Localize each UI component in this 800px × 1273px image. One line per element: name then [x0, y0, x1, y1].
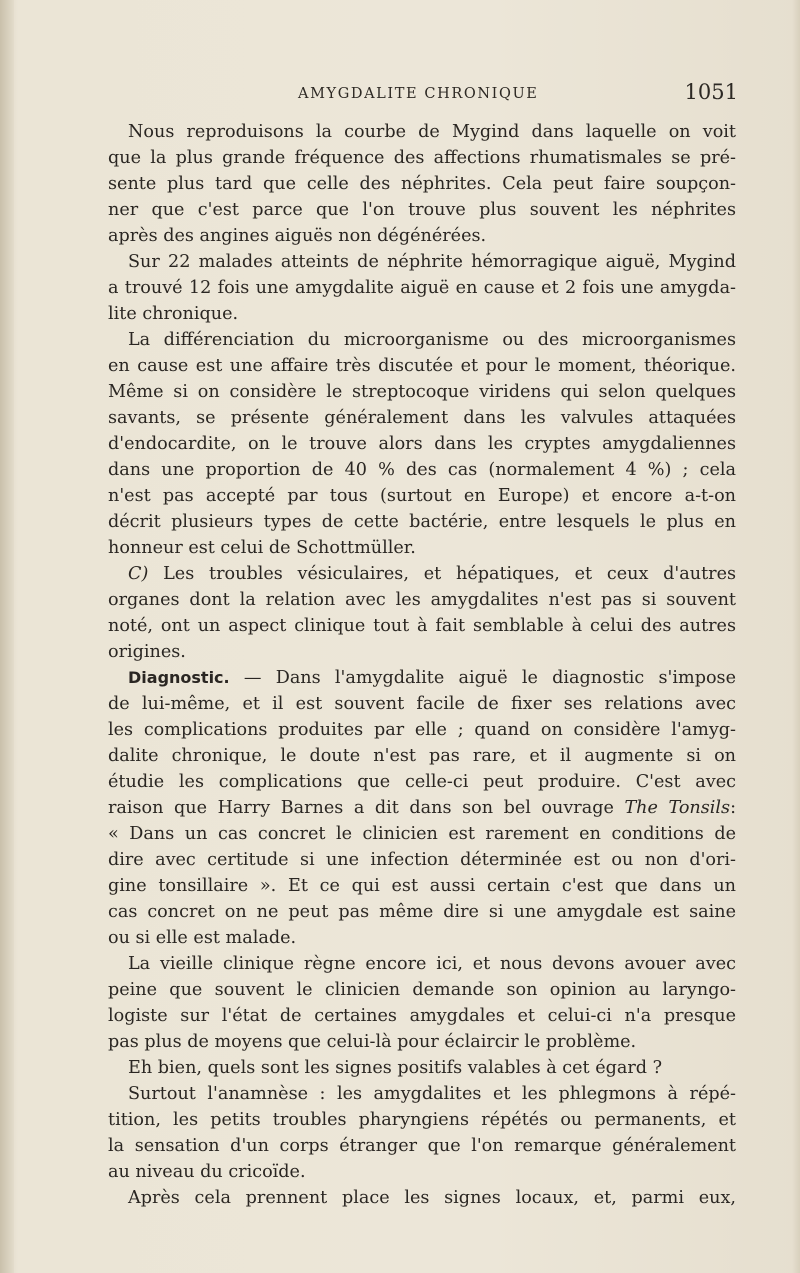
- text-line: ner que c'est parce que l'on trouve plus souvent les néphrites: [108, 200, 736, 220]
- text-fragment: :: [730, 798, 737, 818]
- text-fragment: raison que Harry Barnes a dit dans son bel ouvrage: [108, 798, 614, 818]
- text-fragment: — Dans l'amygdalite aiguë le diagnostic s'impose: [243, 668, 736, 688]
- page-spine-shadow: [0, 0, 14, 1273]
- page-number: 1051: [684, 80, 738, 104]
- text-line: sente plus tard que celle des néphrites. Cela peut faire soupçon-: [108, 174, 736, 194]
- text-line: logiste sur l'état de certaines amygdales et celui-ci n'a presque: [108, 1006, 736, 1026]
- text-line: que la plus grande fréquence des affections rhumatismales se pré-: [108, 148, 736, 168]
- text-line: noté, ont un aspect clinique tout à fait semblable à celui des autres: [108, 616, 736, 636]
- text-line: dans une proportion de 40 % des cas (normalement 4 %) ; cela: [108, 460, 736, 480]
- text-line: d'endocardite, on le trouve alors dans les cryptes amygdaliennes: [108, 434, 736, 454]
- text-line: ou si elle est malade.: [108, 928, 297, 948]
- text-line: n'est pas accepté par tous (surtout en Europe) et encore a-t-on: [108, 486, 736, 506]
- text-line: gine tonsillaire ». Et ce qui est aussi certain c'est que dans un: [108, 876, 736, 896]
- text-line: Surtout l'anamnèse : les amygdalites et les phlegmons à répé-: [128, 1084, 736, 1104]
- text-line: Eh bien, quels sont les signes positifs valables à cet égard ?: [128, 1058, 663, 1078]
- text-line: dalite chronique, le doute n'est pas rare, et il augmente si on: [108, 746, 736, 766]
- text-line: organes dont la relation avec les amygdalites n'est pas si souvent: [108, 590, 736, 610]
- text-line: lite chronique.: [108, 304, 239, 324]
- text-line: La vieille clinique règne encore ici, et nous devons avouer avec: [128, 954, 736, 974]
- text-line: savants, se présente généralement dans les valvules attaquées: [108, 408, 736, 428]
- text-line: peine que souvent le clinicien demande son opinion au laryngo-: [108, 980, 736, 1000]
- text-line: les complications produites par elle ; quand on considère l'amyg-: [108, 720, 736, 740]
- running-head: [108, 82, 738, 112]
- text-fragment: Les troubles vésiculaires, et hépatiques, et ceux d'autres: [163, 564, 737, 584]
- running-title: AMYGDALITE CHRONIQUE: [298, 86, 539, 102]
- text-line: de lui-même, et il est souvent facile de fixer ses relations avec: [108, 694, 736, 714]
- text-line: en cause est une affaire très discutée et pour le moment, théorique.: [108, 356, 736, 376]
- text-line: [108, 561, 736, 587]
- text-line: Même si on considère le streptocoque viridens qui selon quelques: [108, 382, 736, 402]
- text-line: « Dans un cas concret le clinicien est rarement en conditions de: [108, 824, 736, 844]
- section-heading: Diagnostic.: [128, 668, 230, 687]
- text-line: La différenciation du microorganisme ou des microorganismes: [128, 330, 736, 350]
- text-line: a trouvé 12 fois une amygdalite aiguë en cause et 2 fois une amygda-: [108, 278, 736, 298]
- text-line: [108, 665, 736, 691]
- text-line: après des angines aiguës non dégénérées.: [108, 226, 487, 246]
- body-text: [108, 119, 736, 1211]
- text-line: pas plus de moyens que celui-là pour éclaircir le problème.: [108, 1032, 637, 1052]
- text-line: au niveau du cricoïde.: [108, 1162, 306, 1182]
- text-line: honneur est celui de Schottmüller.: [108, 538, 416, 558]
- text-line: Sur 22 malades atteints de néphrite hémorragique aiguë, Mygind: [128, 252, 736, 272]
- text-line: cas concret on ne peut pas même dire si une amygdale est saine: [108, 902, 736, 922]
- text-line: tition, les petits troubles pharyngiens répétés ou permanents, et: [108, 1110, 736, 1130]
- page-right-edge: [792, 0, 800, 1273]
- text-line: Après cela prennent place les signes locaux, et, parmi eux,: [128, 1188, 736, 1208]
- section-label: C): [128, 564, 149, 584]
- text-line: étudie les complications que celle-ci peut produire. C'est avec: [108, 772, 736, 792]
- book-title: The Tonsils: [624, 798, 731, 818]
- text-line: la sensation d'un corps étranger que l'on remarque généralement: [108, 1136, 736, 1156]
- text-line: décrit plusieurs types de cette bactérie, entre lesquels le plus en: [108, 512, 736, 532]
- text-line: [108, 795, 736, 821]
- text-line: origines.: [108, 642, 186, 662]
- text-line: dire avec certitude si une infection déterminée est ou non d'ori-: [108, 850, 736, 870]
- text-line: Nous reproduisons la courbe de Mygind dans laquelle on voit: [128, 122, 736, 142]
